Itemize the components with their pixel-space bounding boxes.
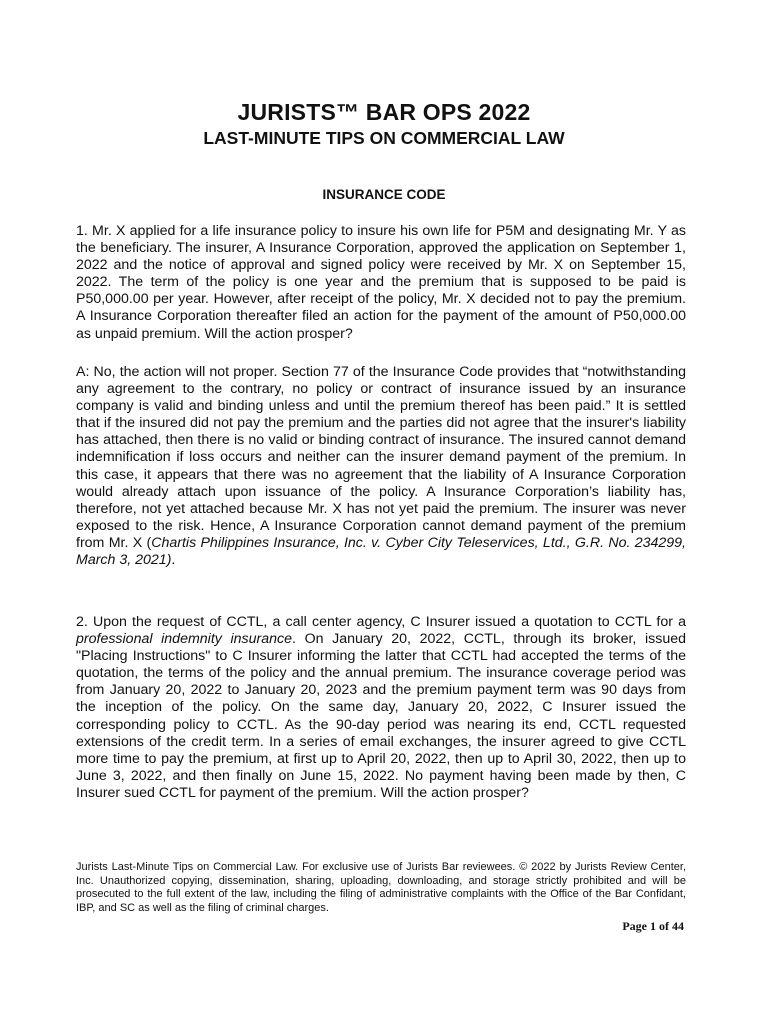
question-2-prefix: 2. Upon the request of CCTL, a call center agency, C Insurer issued a quotation to CCTL for a [76,614,686,630]
document-title: JURISTS™ BAR OPS 2022 [237,99,531,125]
section-heading: INSURANCE CODE [322,187,446,202]
page-current: 1 [650,919,656,933]
question-1: 1. Mr. X applied for a life insurance policy to insure his own life for P5M and designating Mr. Y as the beneficiary. The insurer, A Insurance Corporation, approved the application on September 1, 2022 and the notice of approval and signed policy were received by Mr. X on September 15, 2022. The term of the policy is one year and the premium that is supposed to be paid is P50,000.00 per year. However, after receipt of the policy, Mr. X decided not to pay the premium. A Insurance Corporation thereafter filed an action for the payment of the amount of P50,000.00 as unpaid premium. Will the action prosper? [76,223,686,342]
question-2 [76,614,686,802]
copyright-footer: Jurists Last-Minute Tips on Commercial Law. For exclusive use of Jurists Bar reviewees. © 2022 by Jurists Review Center, Inc. Unauthorized copying, dissemination, sharing, uploading, downloading, and storage strictly prohibited and will be prosecuted to the full extent of the law, including the filing of administrative complaints with the Office of the Bar Confidant, IBP, and SC as well as the filing of criminal charges. [76,861,686,914]
document-subtitle: LAST-MINUTE TIPS ON COMMERCIAL LAW [203,128,565,148]
page-of: of [656,919,672,933]
answer-1-end: . [171,552,176,569]
page-total: 44 [672,919,684,933]
page-label: Page [622,919,650,933]
answer-1 [76,364,686,569]
question-2-italic: professional indemnity insurance [76,631,293,648]
answer-1-citation: Chartis Philippines Insurance, Inc. v. Cyber City Teleservices, Ltd., G.R. No. 234299, March 3, 2021) [76,534,686,569]
question-2-rest: . On January 20, 2022, CCTL, through its broker, issued "Placing Instructions" to C Insurer informing the latter that CCTL had accepted the terms of the quotation, the terms of the policy and the annual premium. The insurance coverage period was from January 20, 2022 to January 20, 2023 and the premium payment term was 90 days from the inception of the policy. On the same day, January 20, 2022, C Insurer issued the corresponding policy to CCTL. As the 90-day period was nearing its end, CCTL requested extensions of the credit term. In a series of email exchanges, the insurer agreed to give CCTL more time to pay the premium, at first up to April 20, 2022, then up to April 30, 2022, then up to June 3, 2022, and then finally on June 15, 2022. No payment having been made by then, C Insurer sued CCTL for payment of the premium. Will the action prosper? [76,631,686,801]
answer-1-body: A: No, the action will not proper. Section 77 of the Insurance Code provides that “notwithstanding any agreement to the contrary, no policy or contract of insurance issued by an insurance company is valid and binding unless and until the premium thereof has been paid.” It is settled that if the insured did not pay the premium and the parties did not agree that the insurer's liability has attached, then there is no valid or binding contract of insurance. The insured cannot demand indemnification if loss occurs and neither can the insurer demand payment of the premium. In this case, it appears that there was no agreement that the liability of A Insurance Corporation would already attach upon issuance of the policy. A Insurance Corporation’s liability has, therefore, not yet attached because Mr. X has not yet paid the premium. The insurer was never exposed to the risk. Hence, A Insurance Corporation cannot demand payment of the premium from Mr. X ( [76,364,686,551]
page-number [560,919,684,934]
